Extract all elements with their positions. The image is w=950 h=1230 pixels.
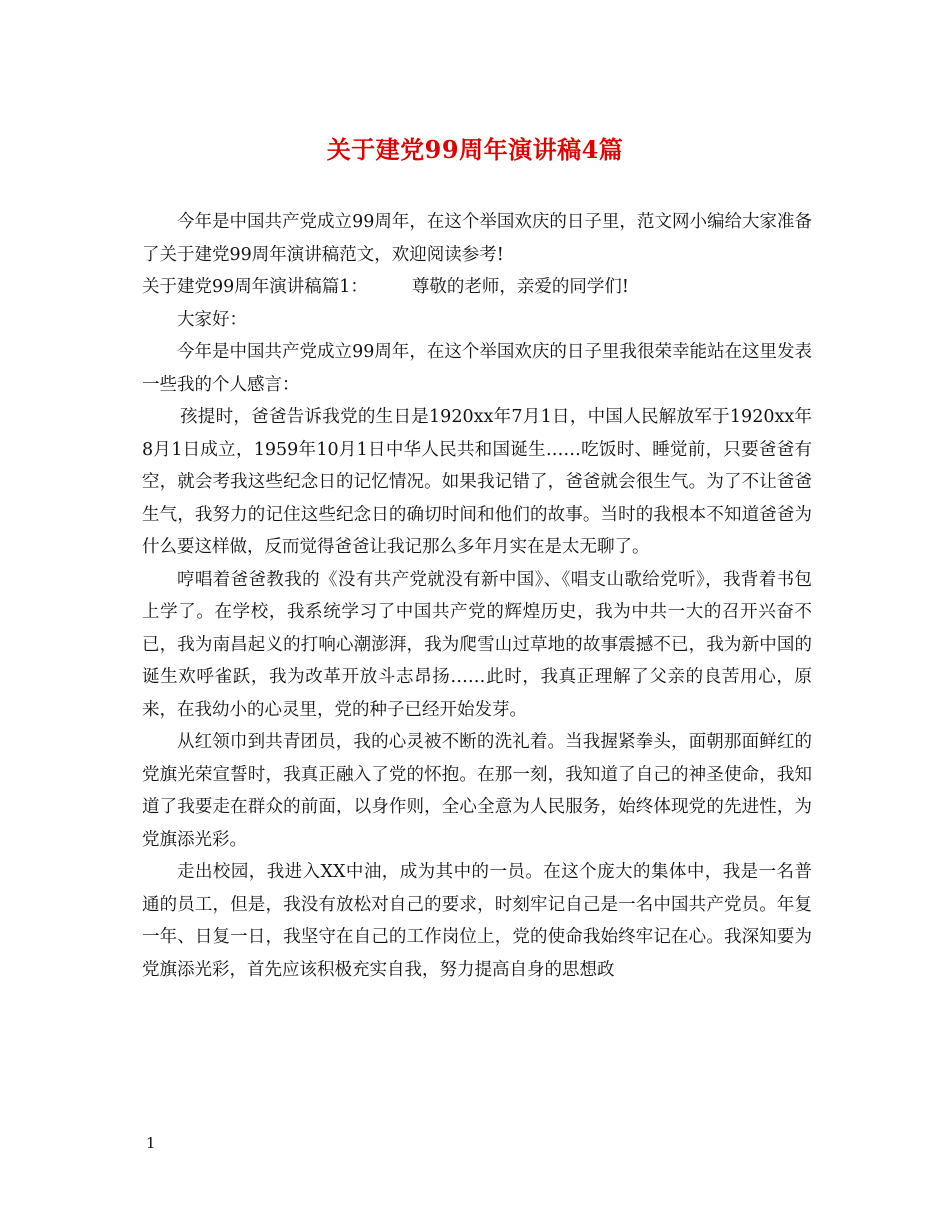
document-title: 关于建党99周年演讲稿4篇 (326, 135, 624, 164)
body-paragraph: 走出校园，我进入XX中油，成为其中的一员。在这个庞大的集体中，我是一名普通的员工，但是，我没有放松对自己的要求，时刻牢记自己是一名中国共产党员。年复一年、日复一日，我坚守在自己的工作岗位上，党的使命我始终牢记在心。我深知要为党旗添光彩，首先应该积极充实自我，努力提高自身的思想政 (142, 862, 812, 980)
document-body (142, 206, 812, 986)
greeting: 大家好： (177, 309, 247, 330)
body-paragraph: 今年是中国共产党成立99周年，在这个举国欢庆的日子里我很荣幸能站在这里发表一些我的个人感言： (142, 342, 812, 395)
salutation: 尊敬的老师，亲爱的同学们! (411, 277, 629, 297)
intro-paragraph: 今年是中国共产党成立99周年，在这个举国欢庆的日子里，范文网小编给大家准备了关于建党99周年演讲稿范文，欢迎阅读参考! (142, 212, 812, 265)
section-heading: 关于建党99周年演讲稿篇1： (142, 277, 368, 297)
body-paragraph: 哼唱着爸爸教我的《没有共产党就没有新中国》、《唱支山歌给党听》，我背着书包上学了。在学校，我系统学习了中国共产党的辉煌历史，我为中共一大的召开兴奋不已，我为南昌起义的打响心潮澎湃，我为爬雪山过草地的故事震撼不已，我为新中国的诞生欢呼雀跃，我为改革开放斗志昂扬……此时，我真正理解了父亲的良苦用心，原来，在我幼小的心灵里，党的种子已经开始发芽。 (142, 569, 812, 720)
body-paragraph: 从红领巾到共青团员，我的心灵被不断的洗礼着。当我握紧拳头，面朝那面鲜红的党旗光荣宣誓时，我真正融入了党的怀抱。在那一刻，我知道了自己的神圣使命，我知道了我要走在群众的前面，以身作则，全心全意为人民服务，始终体现党的先进性，为党旗添光彩。 (142, 732, 812, 850)
section-heading-line (142, 271, 812, 304)
page-number: 1 (146, 1134, 156, 1152)
body-paragraph: 孩提时，爸爸告诉我党的生日是1920xx年7月1日，中国人民解放军于1920xx年8月1日成立，1959年10月1日中华人民共和国诞生……吃饭时、睡觉前，只要爸爸有空，就会考我这些纪念日的记忆情况。如果我记错了，爸爸就会很生气。为了不让爸爸生气，我努力的记住这些纪念日的确切时间和他们的故事。当时的我根本不知道爸爸为什么要这样做，反而觉得爸爸让我记那么多年月实在是太无聊了。 (142, 407, 812, 557)
